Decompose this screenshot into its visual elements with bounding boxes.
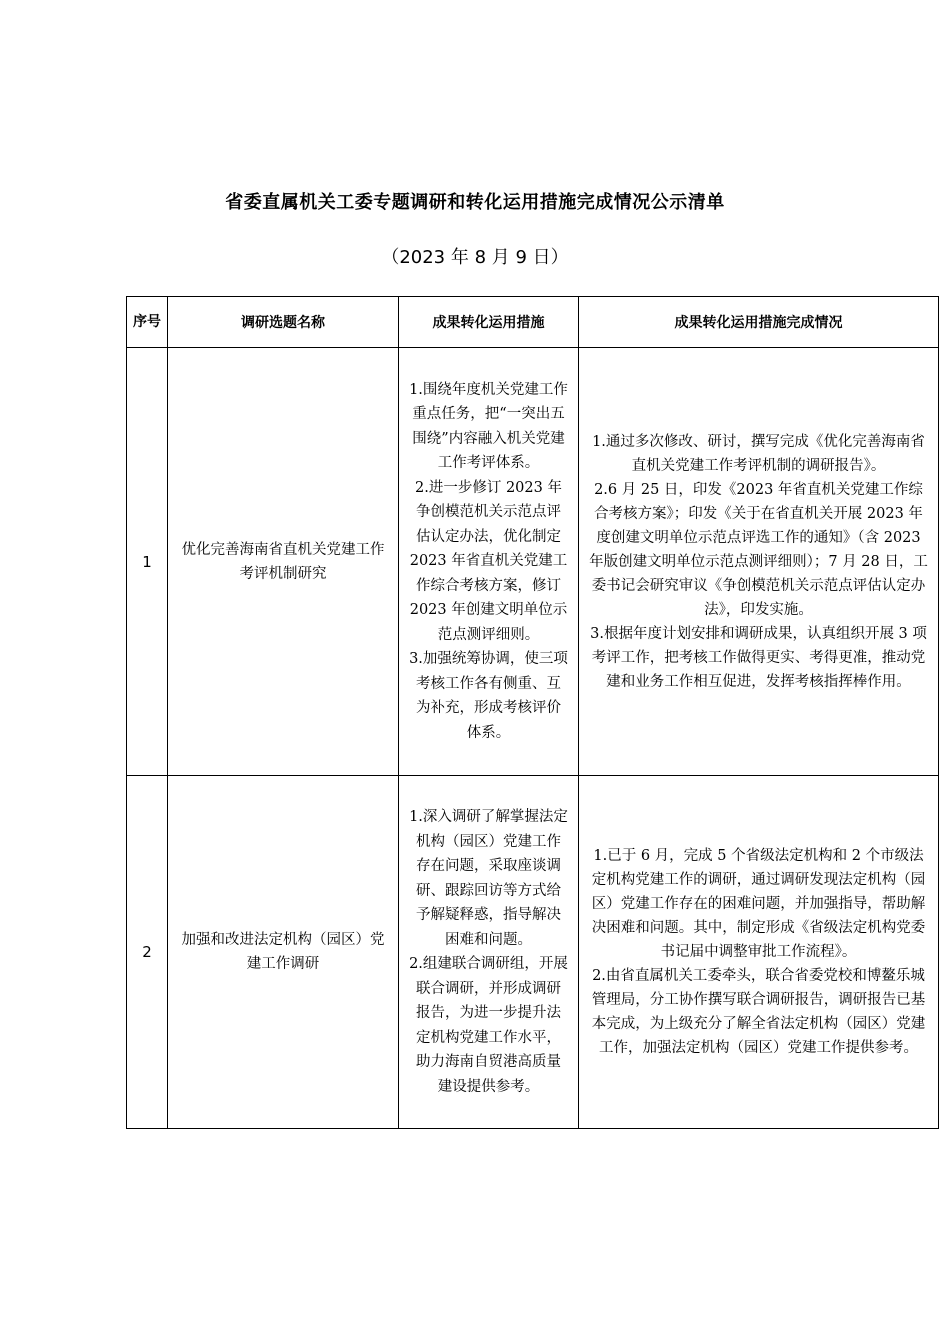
status-cell — [579, 348, 939, 776]
table-row — [127, 348, 939, 776]
row-number: 2 — [127, 776, 168, 1129]
table-row — [127, 776, 939, 1129]
status-item: 1.已于 6 月，完成 5 个省级法定机构和 2 个市级法定机构党建工作的调研，通过调研发现法定机构（园区）党建工作存在的困难问题，并加强指导，帮助解决困难和问题。其中，制定形成《省级法定机构党委书记届中调整审批工作流程》。 — [591, 848, 926, 960]
header-status: 成果转化运用措施完成情况 — [579, 297, 939, 348]
measure-item: 1.深入调研了解掌握法定机构（园区）党建工作存在问题，采取座谈调研、跟踪回访等方式给予解疑释惑，指导解决困难和问题。 — [409, 809, 568, 948]
row-number: 1 — [127, 348, 168, 776]
publish-date: （2023 年 8 月 9 日） — [381, 247, 569, 268]
status-item: 1.通过多次修改、研讨，撰写完成《优化完善海南省直机关党建工作考评机制的调研报告》。 — [592, 433, 925, 474]
disclosure-table — [126, 296, 939, 1129]
page-title: 省委直属机关工委专题调研和转化运用措施完成情况公示清单 — [225, 192, 725, 213]
header-measures: 成果转化运用措施 — [399, 297, 579, 348]
status-item: 3.根据年度计划安排和调研成果，认真组织开展 3 项考评工作，把考核工作做得更实、考得更准，推动党建和业务工作相互促进，发挥考核指挥棒作用。 — [590, 625, 927, 690]
measure-item: 2.进一步修订 2023 年争创模范机关示范点评估认定办法，优化制定 2023 年省直机关党建工作综合考核方案，修订 2023 年创建文明单位示范点测评细则。 — [409, 479, 568, 643]
measure-item: 3.加强统筹协调，使三项考核工作各有侧重、互为补充，形成考核评价体系。 — [409, 651, 568, 741]
header-seq: 序号 — [127, 297, 168, 348]
measures-cell — [399, 776, 579, 1129]
header-topic: 调研选题名称 — [168, 297, 399, 348]
table-header-row — [127, 297, 939, 348]
status-item: 2.6 月 25 日，印发《2023 年省直机关党建工作综合考核方案》；印发《关于在省直机关开展 2023 年度创建文明单位示范点评选工作的通知》（含 2023 年版创建文明单位示范点测评细则）；7 月 28 日，工委书记会研究审议《争创模范机关示范点评估认定办法》，印发实施。 — [589, 481, 928, 618]
topic-cell: 加强和改进法定机构（园区）党建工作调研 — [168, 776, 399, 1129]
measure-item: 1.围绕年度机关党建工作重点任务，把“一突出五围绕”内容融入机关党建工作考评体系。 — [409, 381, 568, 472]
measure-item: 2.组建联合调研组，开展联合调研，并形成调研报告，为进一步提升法定机构党建工作水平，助力海南自贸港高质量建设提供参考。 — [409, 956, 568, 1095]
status-cell — [579, 776, 939, 1129]
topic-cell: 优化完善海南省直机关党建工作考评机制研究 — [168, 348, 399, 776]
measures-cell — [399, 348, 579, 776]
status-item: 2.由省直属机关工委牵头，联合省委党校和博鳌乐城管理局，分工协作撰写联合调研报告，调研报告已基本完成，为上级充分了解全省法定机构（园区）党建工作，加强法定机构（园区）党建工作提供参考。 — [591, 968, 926, 1056]
